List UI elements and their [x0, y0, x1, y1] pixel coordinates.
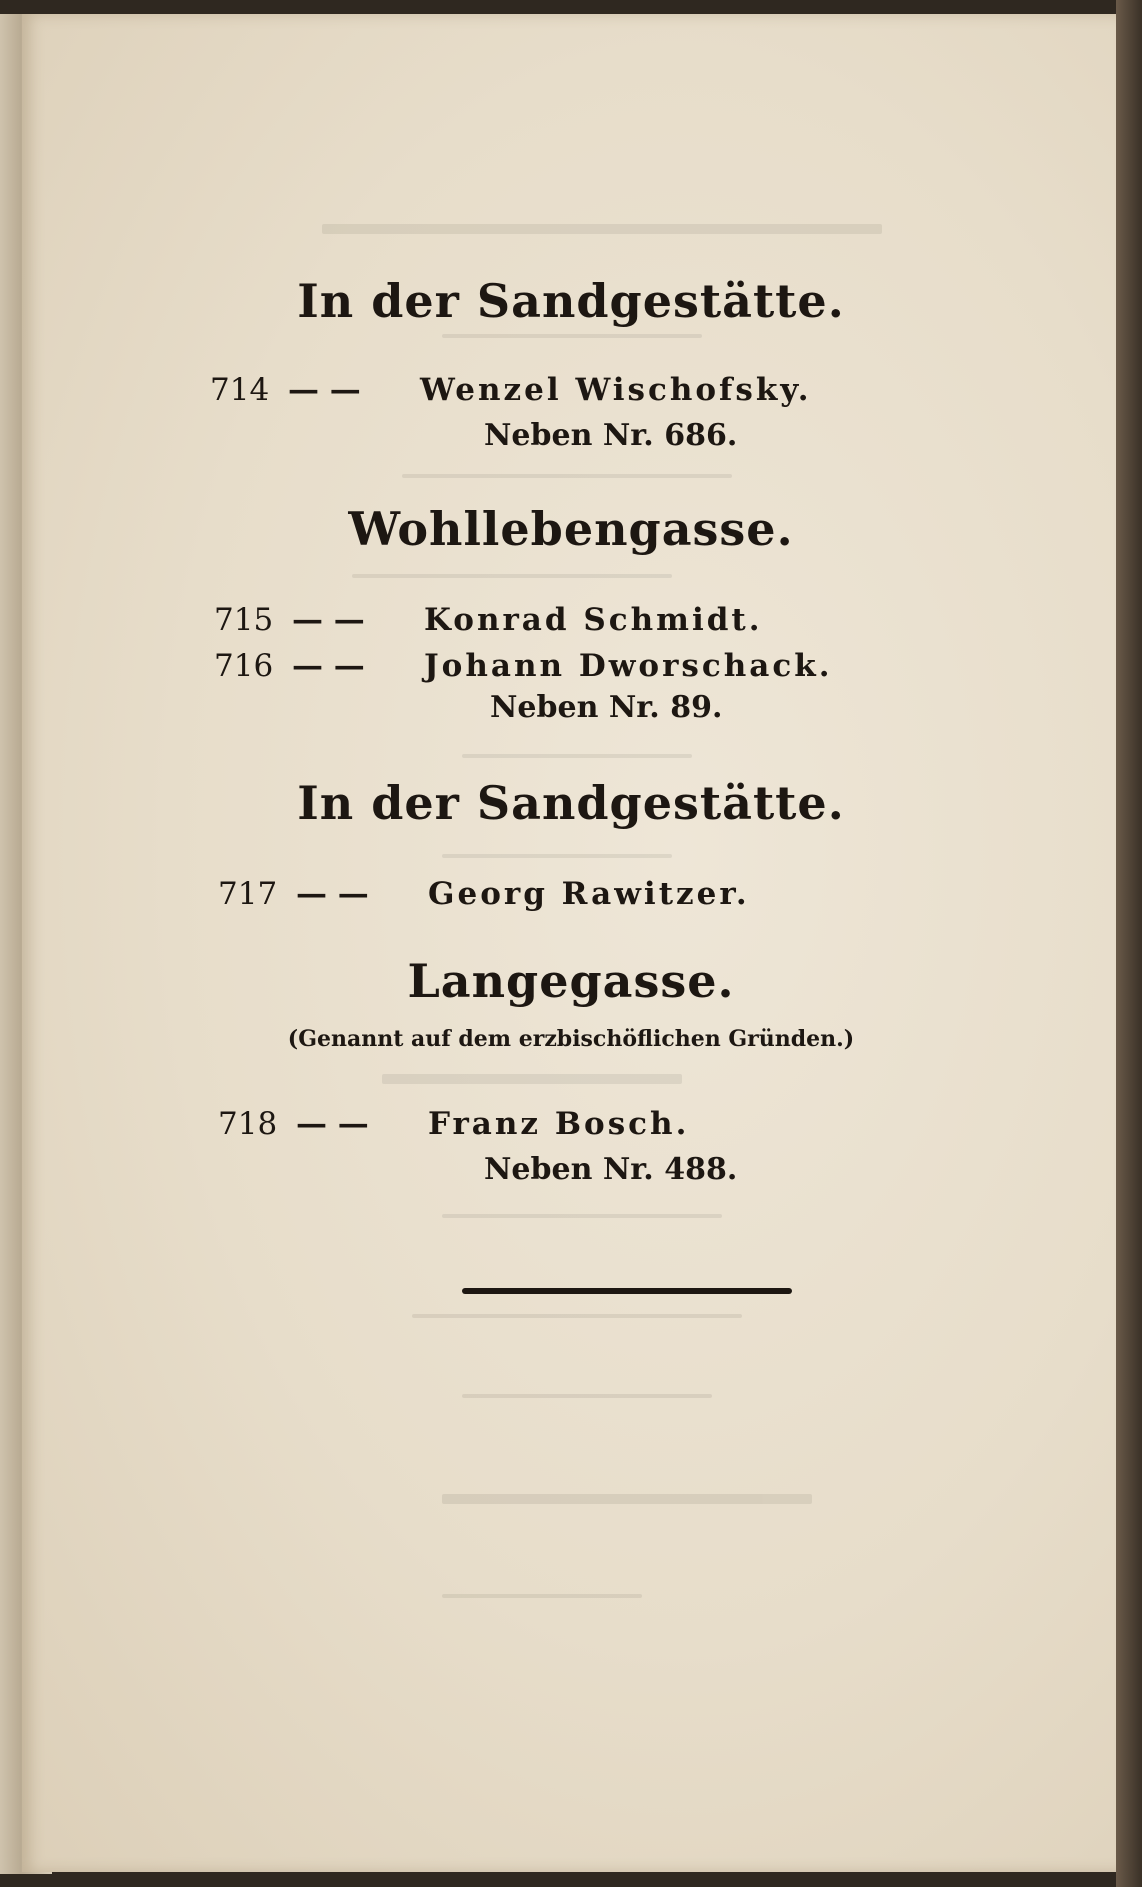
- entry-name: Georg Rawitzer.: [428, 876, 750, 912]
- closing-rule: [462, 1288, 792, 1294]
- section-heading-langegasse: Langegasse.: [407, 954, 735, 1008]
- entry-neben-note: Neben Nr. 488.: [484, 1152, 738, 1187]
- entry-number: 716: [214, 648, 274, 684]
- entry-dashes: — —: [292, 602, 365, 638]
- entry-dashes: — —: [296, 1106, 369, 1142]
- section-subheading: (Genannt auf dem erzbischöflichen Gründen.): [287, 1026, 855, 1052]
- book-cover-edge: [1116, 0, 1142, 1887]
- entry-neben-note: Neben Nr. 686.: [484, 418, 738, 453]
- entry-dashes: — —: [292, 648, 365, 684]
- entry-neben-note: Neben Nr. 89.: [490, 690, 723, 725]
- entry-number: 718: [218, 1106, 278, 1142]
- book-page: [22, 14, 1120, 1872]
- page-content: [22, 14, 1120, 1872]
- entry-number: 714: [210, 372, 270, 408]
- entry-number: 715: [214, 602, 274, 638]
- entry-number: 717: [218, 876, 278, 912]
- entry-dashes: — —: [288, 372, 361, 408]
- section-heading-sandgestaette-1: In der Sandgestätte.: [297, 274, 845, 328]
- entry-name: Franz Bosch.: [428, 1106, 690, 1142]
- section-heading-wohllebengasse: Wohllebengasse.: [348, 502, 794, 556]
- entry-name: Wenzel Wischofsky.: [420, 372, 812, 408]
- entry-dashes: — —: [296, 876, 369, 912]
- entry-name: Konrad Schmidt.: [424, 602, 763, 638]
- section-heading-sandgestaette-2: In der Sandgestätte.: [297, 776, 845, 830]
- entry-name: Johann Dworschack.: [424, 648, 833, 684]
